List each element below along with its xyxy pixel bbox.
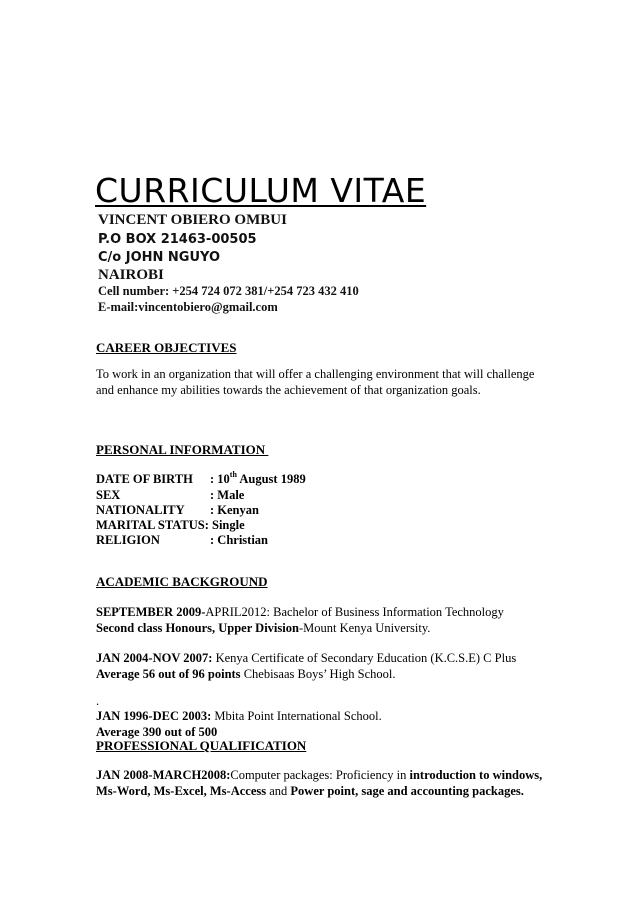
dob-value: : 10th August 1989 (210, 470, 306, 486)
religion-label: RELIGION (96, 533, 160, 547)
career-objectives-heading: CAREER OBJECTIVES (96, 340, 237, 355)
cell-number: Cell number: +254 724 072 381/+254 723 432 410 (98, 284, 359, 298)
po-box: P.O BOX 21463-00505 (98, 232, 257, 247)
academic-entry-mbita: JAN 1996-DEC 2003: Mbita Point International School. Average 390 out of 500 (96, 709, 382, 739)
candidate-name: VINCENT OBIERO OMBUI (98, 212, 287, 228)
care-of: C/o JOHN NGUYO (98, 250, 221, 265)
page-title: CURRICULUM VITAE (95, 171, 427, 210)
city: NAIROBI (98, 267, 164, 283)
academic-entry-chebisaas: JAN 2004-NOV 2007: Kenya Certificate of Secondary Education (K.C.S.E) C Plus Average 56 out of 96 points Chebisaas Boys’ High School. (96, 651, 517, 681)
personal-information-heading: PERSONAL INFORMATION (96, 442, 269, 457)
dob-label: DATE OF BIRTH (96, 472, 193, 486)
marital-status-text: MARITAL STATUS: Single (96, 518, 245, 532)
academic-entry-mku: SEPTEMBER 2009-APRIL2012: Bachelor of Business Information Technology Second class Honours, Upper Division-Mount Kenya University. (96, 605, 504, 635)
nationality-label: NATIONALITY (96, 503, 185, 517)
professional-qualification-heading: PROFESSIONAL QUALIFICATION (96, 738, 307, 753)
religion-value: : Christian (210, 533, 268, 547)
email-address: E-mail:vincentobiero@gmail.com (98, 300, 278, 314)
academic-background-heading: ACADEMIC BACKGROUND (96, 574, 268, 589)
sex-value: : Male (210, 488, 245, 502)
sex-label: SEX (96, 488, 121, 502)
nationality-value: : Kenyan (210, 503, 259, 517)
professional-qualification-text: JAN 2008-MARCH2008:Computer packages: Proficiency in introduction to windows, Ms-Word, Ms-Excel, Ms-Access and Power point, sage and accounting packages. (96, 768, 543, 798)
dot-separator: . (96, 694, 100, 708)
career-objectives-text: To work in an organization that will offer a challenging environment that will challenge and enhance my abilities towards the achievement of that organization goals. (96, 367, 535, 397)
